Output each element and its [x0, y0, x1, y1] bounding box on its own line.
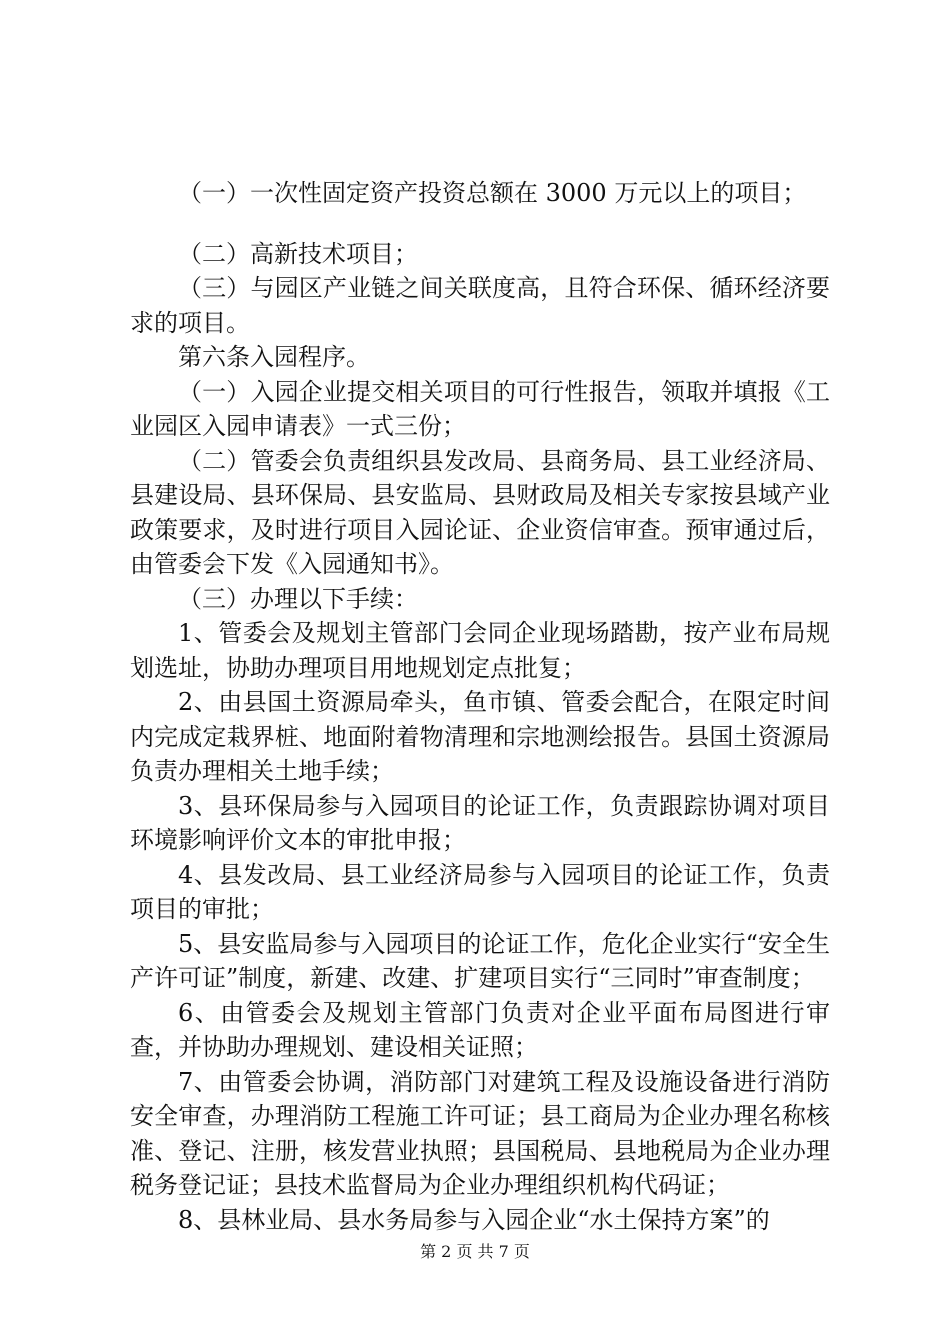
procedure-item-4: 4、县发改局、县工业经济局参与入园项目的论证工作，负责项目的审批；: [130, 860, 830, 923]
paragraph-step-2: （二）管委会负责组织县发改局、县商务局、县工业经济局、县建设局、县环保局、县安监局、县财政局及相关专家按县域产业政策要求，及时进行项目入园论证、企业资信审查。预审通过后，由管委会下发《入园通知书》。: [130, 446, 830, 578]
section-heading: 第六条入园程序。: [178, 343, 370, 371]
paragraph-step-1: （一）入园企业提交相关项目的可行性报告，领取并填报《工业园区入园申请表》一式三份；: [130, 377, 830, 440]
procedure-item-7: 7、由管委会协调，消防部门对建筑工程及设施设备进行消防安全审查，办理消防工程施工许可证；县工商局为企业办理名称核准、登记、注册，核发营业执照；县国税局、县地税局为企业办理税务登记证；县技术监督局为企业办理组织机构代码证；: [130, 1067, 830, 1199]
page-footer: 第 2 页 共 7 页: [420, 1242, 530, 1261]
procedure-item-2: 2、由县国土资源局牵头，鱼市镇、管委会配合，在限定时间内完成定栽界桩、地面附着物清理和宗地测绘报告。县国土资源局负责办理相关土地手续；: [130, 688, 830, 785]
paragraph-item-2: （二）高新技术项目；: [178, 239, 418, 268]
paragraph-item-1: （一）一次性固定资产投资总额在 3000 万元以上的项目；: [178, 179, 807, 207]
procedure-item-3: 3、县环保局参与入园项目的论证工作，负责跟踪协调对项目环境影响评价文本的审批申报；: [130, 791, 830, 854]
procedure-item-8: 8、县林业局、县水务局参与入园企业“水土保持方案”的: [178, 1205, 770, 1234]
paragraph-step-3: （三）办理以下手续：: [178, 584, 418, 613]
document-body: [130, 176, 830, 1237]
paragraph-item-3: （三）与园区产业链之间关联度高，且符合环保、循环经济要求的项目。: [130, 274, 830, 337]
procedure-item-1: 1、管委会及规划主管部门会同企业现场踏勘，按产业布局规划选址，协助办理项目用地规划定点批复；: [130, 619, 830, 682]
procedure-item-5: 5、县安监局参与入园项目的论证工作，危化企业实行“安全生产许可证”制度，新建、改建、扩建项目实行“三同时”审查制度；: [130, 929, 830, 992]
procedure-item-6: 6、由管委会及规划主管部门负责对企业平面布局图进行审查，并协助办理规划、建设相关证照；: [130, 998, 830, 1061]
